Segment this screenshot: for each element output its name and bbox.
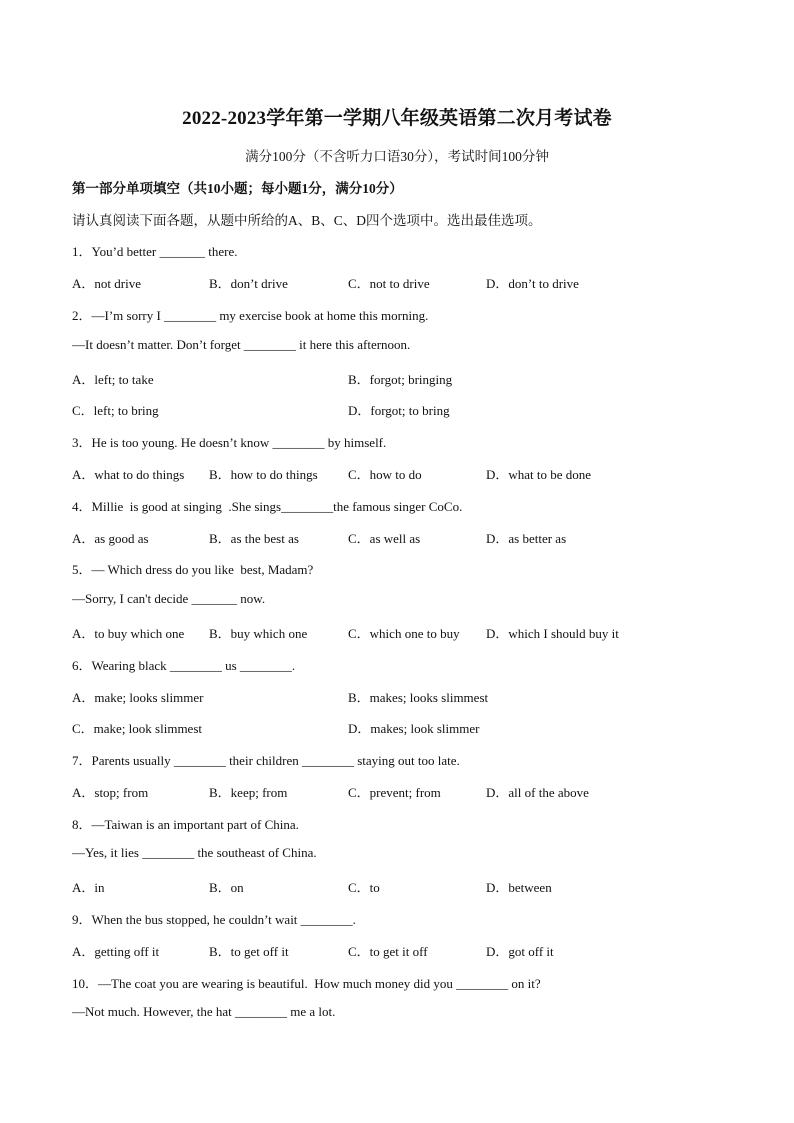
question-2-stem: 2．—I’m sorry I ________ my exercise book at home this morning. (72, 308, 429, 323)
q5-option-a: A．to buy which one (72, 626, 185, 641)
q1-option-d: D．don’t to drive (486, 276, 579, 291)
q6-option-d: D．makes; look slimmer (348, 721, 480, 736)
page-title: 2022-2023学年第一学期八年级英语第二次月考试卷 (182, 108, 612, 129)
q1-option-a: A．not drive (72, 276, 141, 291)
q4-option-a: A．as good as (72, 531, 149, 546)
q9-option-b: B．to get off it (209, 944, 289, 959)
question-5-stem: 5．— Which dress do you like best, Madam? (72, 562, 314, 577)
q2-option-c: C．left; to bring (72, 403, 159, 418)
q2-option-d: D．forgot; to bring (348, 403, 450, 418)
question-10-reply: —Not much. However, the hat ________ me a lot. (72, 1004, 336, 1019)
q5-option-c: C．which one to buy (348, 626, 460, 641)
question-3-stem: 3．He is too young. He doesn’t know ________ by himself. (72, 435, 387, 450)
q7-option-d: D．all of the above (486, 785, 589, 800)
q7-option-c: C．prevent; from (348, 785, 441, 800)
q9-option-d: D．got off it (486, 944, 554, 959)
q2-option-b: B．forgot; bringing (348, 372, 453, 387)
q8-option-c: C．to (348, 880, 380, 895)
q5-option-d: D．which I should buy it (486, 626, 619, 641)
instruction-text: 请认真阅读下面各题，从题中所给的A、B、C、D四个选项中。选出最佳选项。 (72, 213, 542, 228)
question-8-reply: —Yes, it lies ________ the southeast of China. (72, 845, 317, 860)
question-10-stem: 10．—The coat you are wearing is beautiful. How much money did you ________ on it? (72, 976, 541, 991)
q9-option-c: C．to get it off (348, 944, 428, 959)
q3-option-a: A．what to do things (72, 467, 185, 482)
q3-option-c: C．how to do (348, 467, 422, 482)
q4-option-b: B．as the best as (209, 531, 299, 546)
question-7-stem: 7．Parents usually ________ their children ________ staying out too late. (72, 753, 460, 768)
q7-option-a: A．stop; from (72, 785, 149, 800)
q5-option-b: B．buy which one (209, 626, 308, 641)
q9-option-a: A．getting off it (72, 944, 160, 959)
question-5-reply: —Sorry, I can't decide _______ now. (72, 591, 266, 606)
q2-option-a: A．left; to take (72, 372, 154, 387)
question-9-stem: 9．When the bus stopped, he couldn’t wait ________. (72, 912, 356, 927)
q6-option-b: B．makes; looks slimmest (348, 690, 489, 705)
question-1-stem: 1．You’d better _______ there. (72, 244, 238, 259)
question-6-stem: 6．Wearing black ________ us ________. (72, 658, 296, 673)
q4-option-d: D．as better as (486, 531, 567, 546)
exam-subtitle: 满分100分（不含听力口语30分），考试时间100分钟 (245, 149, 549, 164)
q6-option-a: A．make; looks slimmer (72, 690, 204, 705)
q8-option-a: A．in (72, 880, 105, 895)
q8-option-b: B．on (209, 880, 244, 895)
section-heading: 第一部分单项填空（共10小题；每小题1分，满分10分） (72, 181, 403, 196)
q1-option-b: B．don’t drive (209, 276, 288, 291)
q8-option-d: D．between (486, 880, 552, 895)
q7-option-b: B．keep; from (209, 785, 288, 800)
q1-option-c: C．not to drive (348, 276, 430, 291)
q6-option-c: C．make; look slimmest (72, 721, 202, 736)
q3-option-d: D．what to be done (486, 467, 592, 482)
question-2-reply: —It doesn’t matter. Don’t forget ________ it here this afternoon. (72, 337, 411, 352)
question-4-stem: 4．Millie is good at singing .She sings________the famous singer CoCo. (72, 499, 463, 514)
question-8-stem: 8．—Taiwan is an important part of China. (72, 817, 299, 832)
q4-option-c: C．as well as (348, 531, 421, 546)
q3-option-b: B．how to do things (209, 467, 318, 482)
